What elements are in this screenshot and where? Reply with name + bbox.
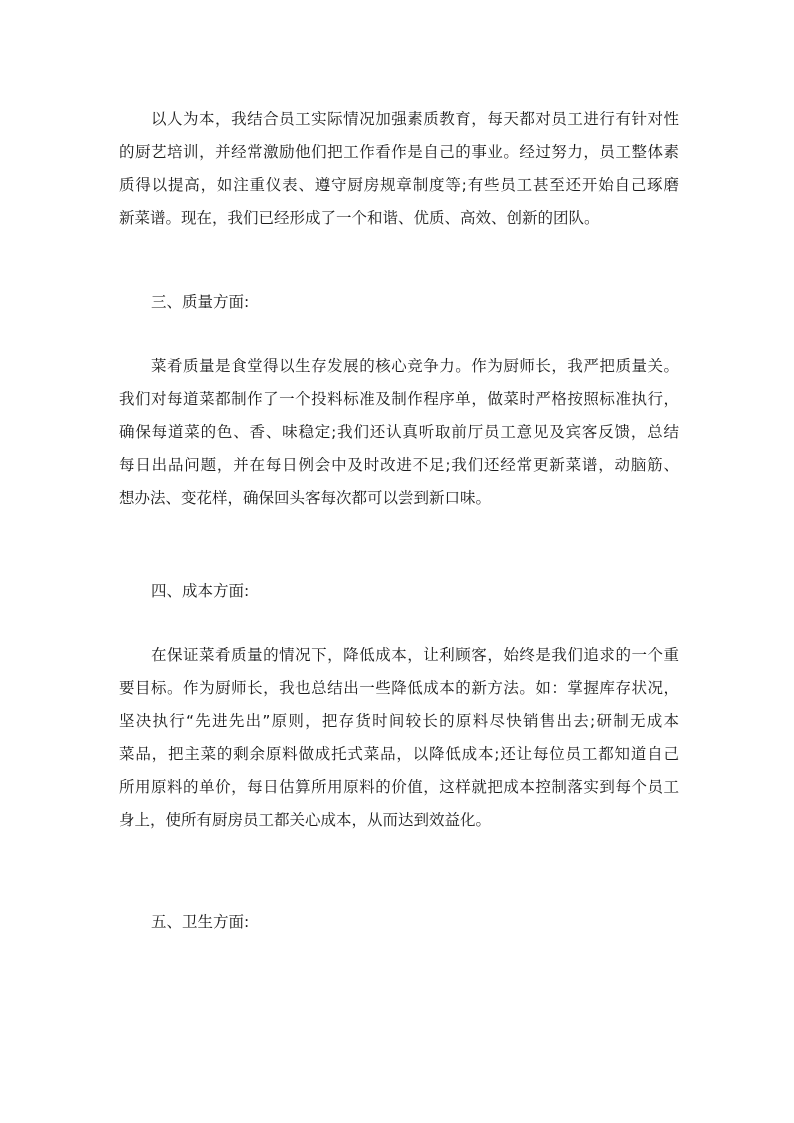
paragraph-line: 想办法、变花样，确保回头客每次都可以尝到新口味。 <box>119 489 492 507</box>
paragraph-line: 以人为本，我结合员工实际情况加强素质教育，每天都对员工进行有针对性 <box>151 110 679 128</box>
paragraph-line: 在保证菜肴质量的情况下，降低成本，让利顾客，始终是我们追求的一个重 <box>151 646 679 664</box>
paragraph-line: 坚决执行“先进先出”原则，把存货时间较长的原料尽快销售出去;研制无成本 <box>119 712 679 730</box>
paragraph-line: 每日出品问题，并在每日例会中及时改进不足;我们还经常更新菜谱，动脑筋、 <box>119 456 679 474</box>
paragraph-quality <box>119 350 679 515</box>
paragraph-line: 菜肴质量是食堂得以生存发展的核心竞争力。作为厨师长，我严把质量关。 <box>151 357 679 375</box>
paragraph-staff-training <box>119 103 679 235</box>
section-heading-cost: 四、成本方面: <box>151 582 250 600</box>
paragraph-cost <box>119 639 679 837</box>
paragraph-line: 确保每道菜的色、香、味稳定;我们还认真听取前厅员工意见及宾客反馈，总结 <box>119 423 679 441</box>
paragraph-line: 新菜谱。现在，我们已经形成了一个和谐、优质、高效、创新的团队。 <box>119 209 600 227</box>
paragraph-line: 身上，使所有厨房员工都关心成本，从而达到效益化。 <box>119 811 492 829</box>
paragraph-line: 质得以提高，如注重仪表、遵守厨房规章制度等;有些员工甚至还开始自己琢磨 <box>119 176 679 194</box>
paragraph-line: 我们对每道菜都制作了一个投料标准及制作程序单，做菜时严格按照标准执行， <box>119 390 679 408</box>
paragraph-line: 要目标。作为厨师长，我也总结出一些降低成本的新方法。如：掌握库存状况， <box>119 679 679 697</box>
paragraph-line: 所用原料的单价，每日估算所用原料的价值，这样就把成本控制落实到每个员工 <box>119 778 679 796</box>
paragraph-line: 的厨艺培训，并经常激励他们把工作看作是自己的事业。经过努力，员工整体素 <box>119 143 679 161</box>
paragraph-line: 菜品，把主菜的剩余原料做成托式菜品，以降低成本;还让每位员工都知道自己 <box>119 745 679 763</box>
section-heading-quality: 三、质量方面: <box>151 293 250 311</box>
section-heading-hygiene: 五、卫生方面: <box>151 913 250 931</box>
